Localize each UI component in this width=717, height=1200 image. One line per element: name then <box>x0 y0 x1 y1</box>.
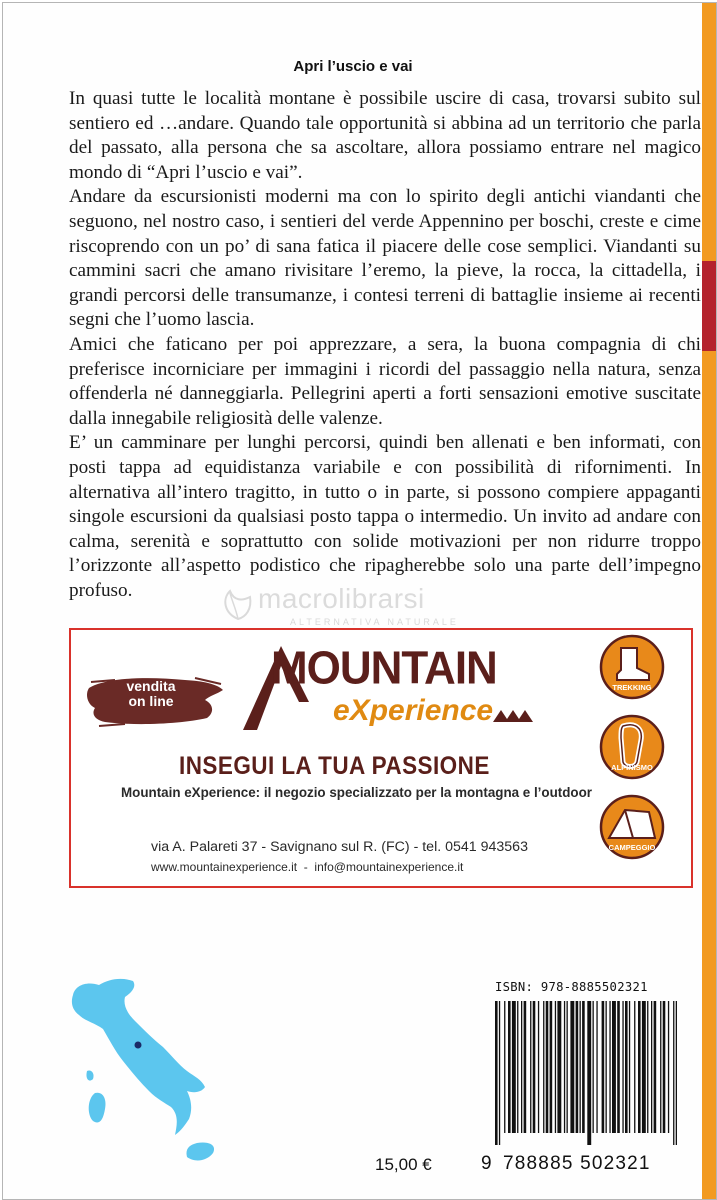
peaks-icon <box>493 708 533 722</box>
brand-subname: eXperience <box>333 694 494 727</box>
barcode-bar <box>606 1001 607 1133</box>
barcode-bar <box>587 1001 591 1145</box>
barcode-bar <box>521 1001 522 1133</box>
ean-first-digit: 9 <box>481 1153 492 1174</box>
barcode <box>495 1001 677 1145</box>
barcode-bar <box>593 1001 594 1133</box>
barcode-bar <box>533 1001 536 1133</box>
barcode-bar <box>495 1001 498 1145</box>
barcode-bar <box>543 1001 544 1133</box>
barcode-bar <box>622 1001 623 1133</box>
barcode-bar <box>617 1001 620 1133</box>
barcode-bar <box>638 1001 641 1133</box>
barcode-bar <box>602 1001 605 1133</box>
barcode-bar <box>508 1001 511 1133</box>
barcode-bar <box>504 1001 505 1133</box>
brand-name: MOUNTAIN <box>271 642 497 695</box>
barcode-bar <box>612 1001 616 1133</box>
barcode-bar <box>676 1001 677 1145</box>
leaf-logo-icon <box>220 587 256 621</box>
barcode-bar <box>499 1001 500 1145</box>
barcode-bar <box>564 1001 565 1133</box>
barcode-bar <box>580 1001 581 1133</box>
trekking-badge <box>599 634 665 700</box>
barcode-bar <box>517 1001 518 1133</box>
spine-band <box>702 261 716 351</box>
barcode-bar <box>567 1001 568 1133</box>
barcode-bar <box>629 1001 630 1133</box>
alpinismo-badge <box>599 714 665 780</box>
watermark-subtext: ALTERNATIVA NATURALE <box>290 617 459 627</box>
barcode-bar <box>634 1001 635 1133</box>
spine-strip <box>702 3 716 1199</box>
ad-email: info@mountainexperience.it <box>314 860 464 874</box>
paragraph: Andare da escursionisti moderni ma con lo spirito degli antichi viandanti che seguono, nel nostro caso, i sentieri del verde Appennino per boschi, creste e cime riscoprendo con un po’ di sana fatica il piacere delle cose semplici. Viandanti su cammini sacri che amano rivisitare l’eremo, la pieve, la rocca, la cittadella, i grandi percorsi delle transumanze, i contesi terreni di battaglie insieme ai recenti segni che l’uomo lascia. <box>69 186 701 331</box>
barcode-bar <box>538 1001 539 1133</box>
blurb-text <box>69 87 701 603</box>
paragraph: Amici che faticano per poi apprezzare, a sera, la buona compagnia di chi preferisce incorniciare per immagini i ricordi del passaggio nella natura, senza offenderla né danneggiarla. Pellegrini aperti a forti sensazioni emotive suscitate dalla innegabile religiosità delle valenze. <box>69 333 701 429</box>
badge-label: ALPINISMO <box>611 763 653 772</box>
barcode-bar <box>546 1001 549 1133</box>
ean-digits: 788885 502321 <box>503 1153 651 1174</box>
ad-address: via A. Palareti 37 - Savignano sul R. (FC) - tel. 0541 943563 <box>151 839 528 855</box>
barcode-bar <box>651 1001 652 1133</box>
campeggio-badge <box>599 794 665 860</box>
barcode-bar <box>654 1001 657 1133</box>
badge-label: TREKKING <box>612 683 652 692</box>
advertisement <box>69 628 693 888</box>
watermark-text: macrolibrarsi <box>258 583 425 614</box>
badge-label: CAMPEGGIO <box>608 843 656 852</box>
paragraph: In quasi tutte le località montane è possibile uscire di casa, trovarsi subito sul sentiero ed …andare. Quando tale opportunità si abbina ad un territorio che parla del passato, alla persona che sa ascoltare, allora possiamo entrare nel magico mondo di “Apri l’uscio e vai”. <box>69 88 701 183</box>
page-title: Apri l’uscio e vai <box>293 58 413 75</box>
ad-tagline: INSEGUI LA TUA PASSIONE <box>179 752 490 780</box>
barcode-bar <box>555 1001 556 1133</box>
barcode-bar <box>576 1001 579 1133</box>
online-sale-line: vendita <box>126 678 176 694</box>
price: 15,00 € <box>375 1155 432 1174</box>
ad-description: Mountain eXperience: il negozio specializzato per la montagna e l’outdoor <box>121 785 592 800</box>
barcode-bar <box>668 1001 669 1133</box>
back-cover <box>2 2 717 1200</box>
barcode-bar <box>596 1001 597 1133</box>
online-sale-label <box>101 679 201 709</box>
barcode-bar <box>512 1001 516 1133</box>
barcode-bar <box>557 1001 561 1133</box>
barcode-bar <box>660 1001 661 1133</box>
online-sale-line: on line <box>128 693 174 709</box>
barcode-bar <box>609 1001 610 1133</box>
barcode-bar <box>530 1001 531 1133</box>
paragraph: E’ un camminare per lunghi percorsi, quindi ben allenati e ben informati, con posti tappa ad equidistanza variabile e con possibilità di rifornimenti. In alternativa all’intero tragitto, in tutto o in parte, si possono compiere appaganti singole escursioni da qualsiasi posto tappa o intermedio. Un invito ad andare con calma, serenità e soprattutto con solide motivazioni per non ridurre troppo l’orizzonte all’aspetto podistico che ripagherebbe solo una parte dell’impegno profuso. <box>69 432 701 601</box>
isbn-text: ISBN: 978-8885502321 <box>495 980 648 994</box>
watermark <box>218 583 538 633</box>
ad-website: www.mountainexperience.it <box>151 860 298 874</box>
barcode-bar <box>582 1001 585 1133</box>
ad-web-line: www.mountainexperience.it - info@mountainexperience.it <box>151 860 464 874</box>
barcode-bar <box>673 1001 674 1145</box>
barcode-bar <box>647 1001 648 1133</box>
italy-map-icon <box>65 975 225 1187</box>
barcode-bar <box>663 1001 666 1133</box>
barcode-bar <box>550 1001 553 1133</box>
barcode-bar <box>570 1001 574 1133</box>
barcode-bar <box>625 1001 628 1133</box>
barcode-bar <box>524 1001 527 1133</box>
barcode-bar <box>642 1001 646 1133</box>
